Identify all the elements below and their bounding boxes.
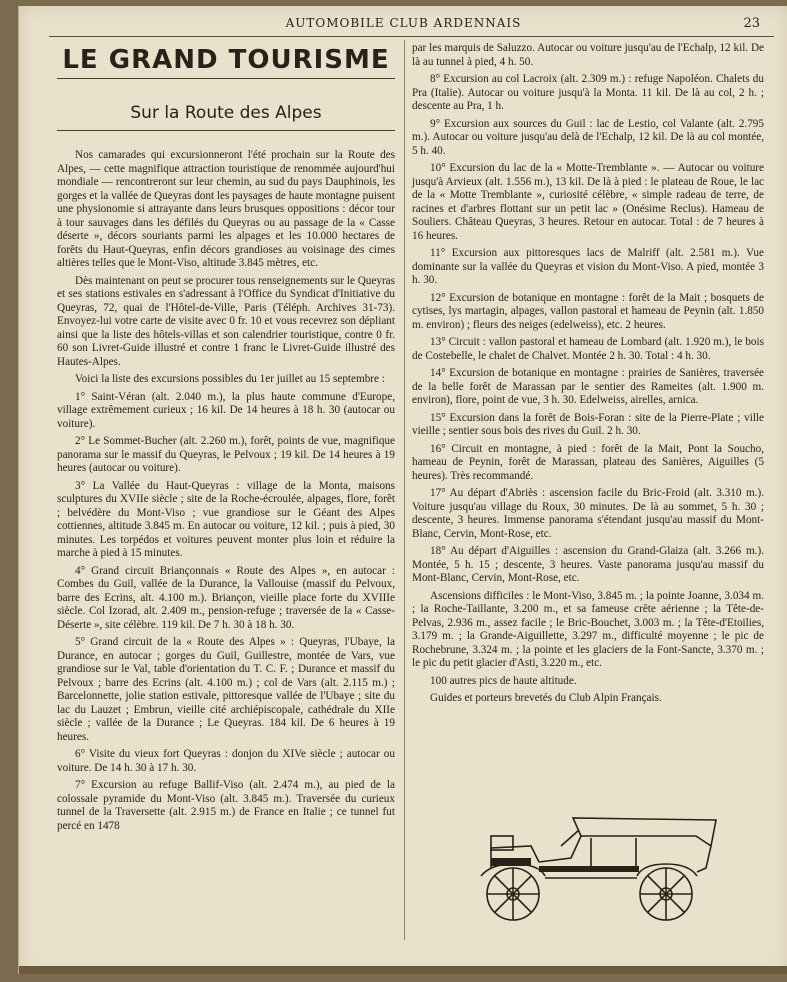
right-column [412,42,764,710]
paragraph: par les marquis de Saluzzo. Autocar ou voiture jusqu'au de l'Echalp, 12 kil. De là au tunnel à pied, 4 h. 50. [412,42,764,68]
article-title: LE GRAND TOURISME [62,45,390,75]
article-subtitle: Sur la Route des Alpes [130,102,322,123]
excursion-item: 11° Excursion aux pittoresques lacs de Malriff (alt. 2.581 m.). Vue dominante sur la vallée du Queyras et vision du Mont-Viso. A pied, montée 3 h. 30. [412,247,764,286]
paragraph: Ascensions difficiles : le Mont-Viso, 3.845 m. ; la pointe Joanne, 3.034 m. ; la Roche-Taillante, 3.200 m., et sa fameuse crête aérienne ; la Tête-de-Pelvas, 2.936 m., assez facile ; le Bric-Bouchet, 3.003 m. ; la Tête-d'Etoilies, 3.179 m. ; la Grande-Aiguillette, 3.297 m., difficulté moyenne ; le pic de Rochebrune, 3.324 m. ; la pointe et les glaciers de la Font-Sancte, 3.370 m. ; le pic du petit glacier d'Asti, 3.220 m., etc. [412,589,764,669]
header-rule [49,36,774,37]
paragraph: Voici la liste des excursions possibles du 1er juillet au 15 septembre : [75,373,385,385]
excursion-item: 14° Excursion de botanique en montagne : prairies de Sanières, traversée de la belle forêt de Marassan par le sentier des Rameites (alt. 1.900 m. environ), flore, point de vue, 3 h. 30. Edelweiss, airelles, arnica. [412,367,764,406]
excursion-item: 17° Au départ d'Abriès : ascension facile du Bric-Froid (alt. 3.310 m.). Voiture jusqu'au village du Roux, 30 minutes. De là au sommet, 5 h. 30 ; descente, 3 heures. Immense panorama s'étendant jusqu'au massif du Mont-Blanc, Cervin, Mont-Rose, etc. [412,487,764,540]
excursion-item: 10° Excursion du lac de la « Motte-Tremblante ». — Autocar ou voiture jusqu'à Arvieux (alt. 1.556 m.), 13 kil. De là à pied : le plateau de Roue, le lac de la « Motte Tremblante », curiosité célèbre, « simple radeau de terre, de racines et d'arbres flottant sur un petit lac » (Onésime Reclus). Hameau de Souliers. Château Queyras, 3 heures. Retour en autocar. Total : de 7 heures à 16 heures. [412,162,764,242]
excursion-item: 6° Visite du vieux fort Queyras : donjon du XIVe siècle ; autocar ou voiture. De 14 h. 30 à 17 h. 30. [57,748,395,774]
paragraph: Nos camarades qui excursionneront l'été prochain sur la Route des Alpes, — cette magnifique attraction touristique de renommée aujourd'hui mondiale — rencontreront sur leur chemin, au sud du pays Dauphinois, les gorges et la vallée de Queyras dont les paysages de haute montagne puisent une physionomie si attrayante dans leurs brusques oppositions : décor tour à tour sauvages dans les défilés du Queyras ou au passage de la « Casse déserte », décors souriants parmi les alpages et les 10.000 hectares de forêts du Haut-Queyras, enfin décors grandioses au voisinage des cimes altières telles que le Mont-Viso, altitude 3.845 mètres, etc. [57,149,395,269]
excursion-item: 15° Excursion dans la forêt de Bois-Foran : site de la Pierre-Plate ; ville vieille ; sentier sous bois des rives du Guil. 2 h. 30. [412,411,764,437]
vintage-car-illustration [461,806,731,926]
excursion-item: 2° Le Sommet-Bucher (alt. 2.260 m.), forêt, points de vue, magnifique panorama sur le massif du Queyras, le Pelvoux ; 19 kil. De 14 heures à 19 heures (autocar ou voiture). [57,435,395,474]
left-column [57,44,395,837]
excursion-item: 18° Au départ d'Aiguilles : ascension du Grand-Glaiza (alt. 3.266 m.). Montée, 5 h. 15 ; descente, 3 heures. Vaste panorama jusqu'au massif du Mont-Blanc, Cervin, Mont-Rose, etc. [412,545,764,584]
excursion-item: 8° Excursion au col Lacroix (alt. 2.309 m.) : refuge Napoléon. Chalets du Pra (Italie). Autocar ou voiture jusqu'à la Monta. 11 kil. De là au col, 2 h. ; descente au Pra, 1 h. [412,73,764,112]
page-number: 23 [743,16,760,31]
paragraph: Guides et porteurs brevetés du Club Alpin Français. [430,692,662,704]
running-title: AUTOMOBILE CLUB ARDENNAIS [285,16,522,30]
paragraph: 100 autres pics de haute altitude. [430,674,577,687]
excursion-item: 16° Circuit en montagne, à pied : forêt de la Mait, Pont la Soucho, hameau de Peynin, forêt de Marassan, plateau des Sanières, Aiguilles (5 heures). Très recommandé. [412,442,764,482]
paragraph: Dès maintenant on peut se procurer tous renseignements sur le Queyras et ses stations estivales en s'adressant à l'Office du Syndicat d'Initiative du Queyras, 72, quai de l'Hôtel-de-Ville, Paris (Téléph. Archives 31-73). Envoyez-lui votre carte de visite avec 0 fr. 10 et vous recevrez son dépliant ainsi que la liste des hôtels-villas et son calendrier touristique, contre 0 fr. 60 son Livret-Guide illustré et contre 1 franc le Livret-Guide illustré des Hautes-Alpes. [57,274,395,368]
excursion-item: 9° Excursion aux sources du Guil : lac de Lestio, col Valante (alt. 2.795 m.). Autocar ou voiture jusqu'au delà de l'Echalp, 12 kil. De là au col montée, 5 h. 40. [412,117,764,157]
excursion-item: 12° Excursion de botanique en montagne : forêt de la Mait ; bosquets de cytises, lys martagin, alpages, vallon pastoral et hameau de Peynin (alt. 1.850 m. environ) ; fleurs des neiges (edelweiss), etc. 2 heures. [412,291,764,331]
page-edge [19,966,787,974]
excursion-item: 3° La Vallée du Haut-Queyras : village de la Monta, maisons sculptures du XVIIe siècle ; site de la Roche-écroulée, alpages, flore, forêt ; belvédère du Mont-Viso ; vue grandiose sur le Géant des Alpes cottiennes, altitude 3.845 m. En autocar ou voiture, 12 kil. ; puis à pied, 30 minutes. Les torpédos et voitures peuvent monter plus loin et réduire la marche à pied à 15 minutes. [57,479,395,559]
excursion-item: 4° Grand circuit Briançonnais « Route des Alpes », en autocar : Combes du Guil, vallée de la Durance, la Vallouise (massif du Pelvoux, barre des Ecrins, alt. 4.100 m.). Briançon, vieille place forte du XVIIIe siècle. Col Izorad, alt. 2.409 m., pension-refuge ; traversée de la « Casse-Déserte », site célèbre. 119 kil. De 7 h. 30 à 18 h. 30. [57,564,395,631]
excursion-item: 1° Saint-Véran (alt. 2.040 m.), la plus haute commune d'Europe, village extrêmement curieux ; 16 kil. De 14 heures à 18 h. 30 (autocar ou voiture). [57,390,395,430]
excursion-item: 7° Excursion au refuge Ballif-Viso (alt. 2.474 m.), au pied de la colossale pyramide du Mont-Viso (alt. 3.845 m.). Traversée du curieux tunnel de la Traversette (alt. 2.915 m.) de France en Italie ; ce tunnel fut percé en 1478 [57,779,395,832]
subtitle-frame [57,78,395,132]
excursion-item: 13° Circuit : vallon pastoral et hameau de Lombard (alt. 1.920 m.), le bois de Costebelle, le chalet de Chalvet. Montée 2 h. 30. Total : 4 h. 30. [412,336,764,362]
page [18,6,787,974]
excursion-item: 5° Grand circuit de la « Route des Alpes » : Queyras, l'Ubaye, la Durance, en autocar ; gorges du Guil, Guillestre, montée de Vars, vue grandiose sur le Val, table d'orientation du T. C. F. ; Durance et massif du Pelvoux ; barre des Ecrins (alt. 4.100 m.) ; col de Vars (alt. 2.115 m.) ; Barcelonnette, jolie station estivale, pittoresque vallée de l'Ubaye ; site du lac du Lauzet ; Embrun, vieille cité archiépiscopale, cathédrale du XIIe siècle ; vallée de la Durance ; Le Queyras. 184 kil. De 6 heures à 19 heures. [57,636,395,743]
column-divider [404,40,405,940]
